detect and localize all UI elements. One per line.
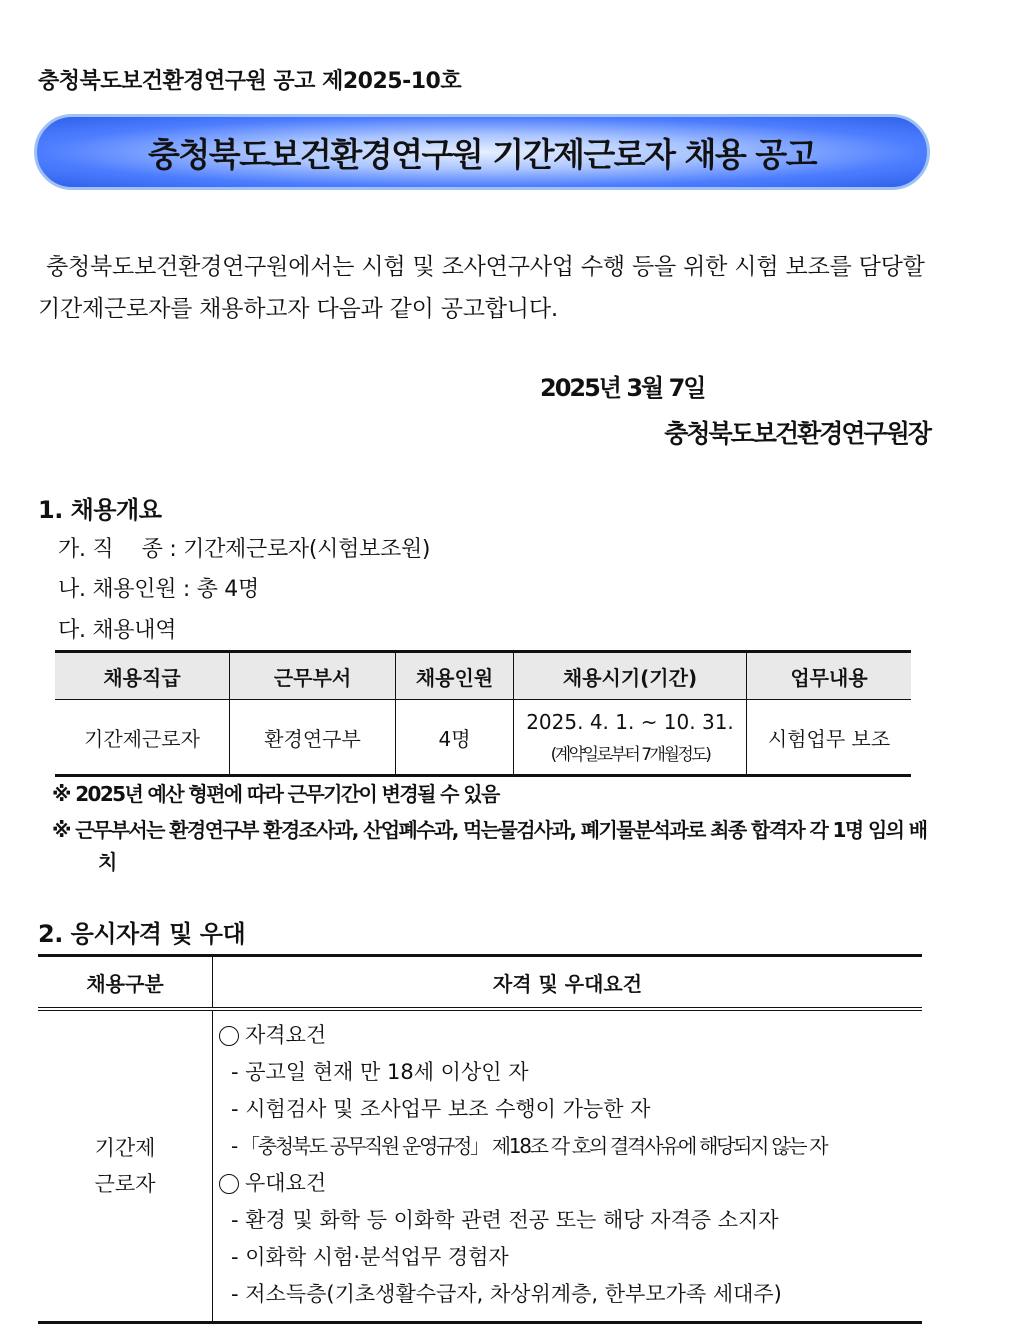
section1-title: 1. 채용개요: [38, 496, 162, 524]
cell-dept: 환경연구부: [230, 700, 396, 776]
pref-heading: [219, 1165, 922, 1202]
item-recruit-details: 다. 채용내역: [58, 618, 177, 643]
cell-duty: 시험업무 보조: [747, 700, 912, 776]
cell-period: [514, 700, 747, 776]
col-period: 채용시기(기간): [514, 652, 747, 700]
cell-category: [38, 1009, 213, 1323]
col-dept: 근무부서: [230, 652, 396, 700]
notice-date: 2025년 3월 7일: [540, 374, 705, 402]
qual-title: 자격요건: [245, 1023, 327, 1047]
category-line1: 기간제: [94, 1136, 156, 1160]
section2-title: 2. 응시자격 및 우대: [38, 920, 246, 948]
cell-requirements: [213, 1009, 923, 1323]
recruit-table: [55, 650, 911, 777]
pref-item: - 저소득층(기초생활수급자, 차상위계층, 한부모가족 세대주): [231, 1282, 782, 1306]
col-grade: 채용직급: [55, 652, 230, 700]
note-department-cont: 치: [98, 850, 118, 874]
col-requirements: 자격 및 우대요건: [213, 956, 923, 1010]
table-row: [55, 700, 911, 776]
notice-number: 충청북도보건환경연구원 공고 제2025-10호: [38, 69, 462, 94]
qual-item: - 시험검사 및 조사업무 보조 수행이 가능한 자: [231, 1097, 651, 1121]
pref-title: 우대요건: [245, 1171, 327, 1195]
issuer: 충청북도보건환경연구원장: [664, 419, 930, 448]
qual-heading: [219, 1017, 922, 1054]
pref-item: - 이화학 시험·분석업무 경험자: [231, 1245, 509, 1269]
col-count: 채용인원: [396, 652, 514, 700]
col-duty: 업무내용: [747, 652, 912, 700]
item-headcount: 나. 채용인원 : 총 4명: [58, 577, 259, 602]
category-line2: 근로자: [94, 1172, 156, 1196]
period-range: 2025. 4. 1. ~ 10. 31.: [526, 709, 734, 734]
pref-item: - 환경 및 화학 등 이화학 관련 전공 또는 해당 자격증 소지자: [231, 1208, 779, 1232]
table-row: [38, 1009, 922, 1323]
circle-bullet-icon: [219, 1174, 239, 1194]
page-title: 충청북도보건환경연구원 기간제근로자 채용 공고: [148, 134, 816, 174]
note-budget: ※ 2025년 예산 형편에 따라 근무기간이 변경될 수 있음: [52, 782, 499, 806]
item-job-type: 가. 직 종 : 기간제근로자(시험보조원): [58, 537, 431, 562]
col-category: 채용구분: [38, 956, 213, 1010]
qualification-table: [38, 954, 922, 1324]
cell-count: 4명: [396, 700, 514, 776]
period-note: (계약일로부터 7개월정도): [550, 744, 710, 765]
cell-grade: 기간제근로자: [55, 700, 230, 776]
intro-paragraph: 충청북도보건환경연구원에서는 시험 및 조사연구사업 수행 등을 위한 시험 보조를 담당할 기간제근로자를 채용하고자 다음과 같이 공고합니다.: [38, 254, 925, 322]
note-department: ※ 근무부서는 환경연구부 환경조사과, 산업폐수과, 먹는물검사과, 폐기물분석과로 최종 합격자 각 1명 임의 배: [52, 818, 927, 842]
qual-item: - 공고일 현재 만 18세 이상인 자: [231, 1060, 529, 1084]
circle-bullet-icon: [219, 1026, 239, 1046]
title-banner: [34, 114, 930, 190]
qual-item: - 「충청북도 공무직원 운영규정」 제18조 각 호의 결격사유에 해당되지 않는 자: [231, 1134, 827, 1158]
